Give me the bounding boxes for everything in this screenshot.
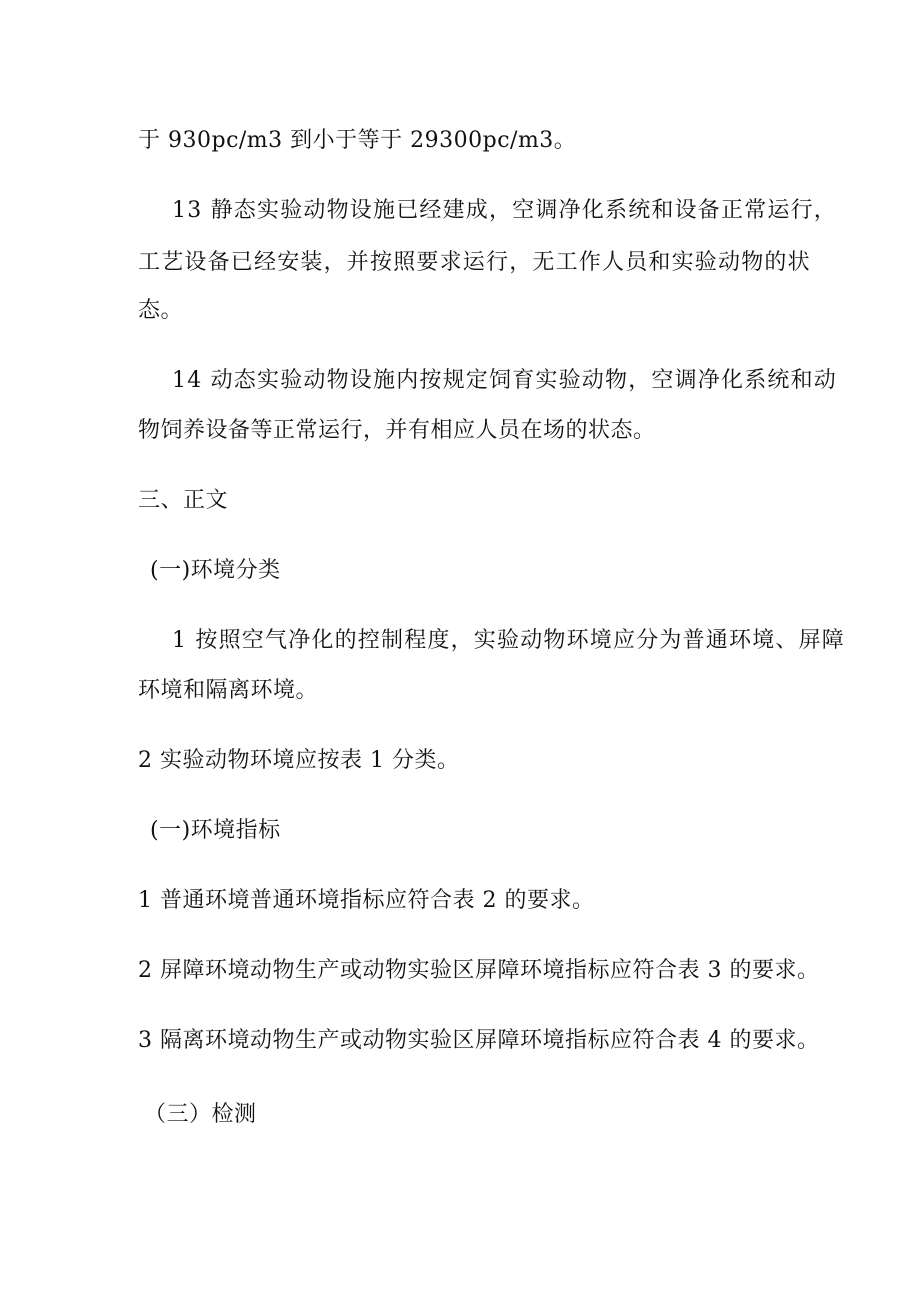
text-line-14: 2 屏障环境动物生产或动物实验区屏障环境指标应符合表 3 的要求。 <box>138 958 820 983</box>
text-line-2: 13 静态实验动物设施已经建成，空调净化系统和设备正常运行， <box>172 198 837 223</box>
text-line-9: 1 按照空气净化的控制程度，实验动物环境应分为普通环境、屏障 <box>172 628 845 653</box>
subsection-heading-2: (一)环境指标 <box>150 818 281 843</box>
text-line-13: 1 普通环境普通环境指标应符合表 2 的要求。 <box>138 888 595 913</box>
subsection-heading-1: (一)环境分类 <box>150 558 281 583</box>
text-line-1: 于 930pc/m3 到小于等于 29300pc/m3。 <box>138 128 577 153</box>
subsection-heading-3: （三）检测 <box>144 1102 257 1127</box>
text-line-3: 工艺设备已经安装，并按照要求运行，无工作人员和实验动物的状 <box>138 250 811 275</box>
section-heading: 三、正文 <box>138 488 229 513</box>
text-line-11: 2 实验动物环境应按表 1 分类。 <box>138 748 460 773</box>
text-line-15: 3 隔离环境动物生产或动物实验区屏障环境指标应符合表 4 的要求。 <box>138 1028 820 1053</box>
text-line-5: 14 动态实验动物设施内按规定饲育实验动物，空调净化系统和动 <box>172 368 837 393</box>
text-line-6: 物饲养设备等正常运行，并有相应人员在场的状态。 <box>138 418 656 443</box>
text-line-10: 环境和隔离环境。 <box>138 678 319 703</box>
text-line-4: 态。 <box>138 298 184 323</box>
